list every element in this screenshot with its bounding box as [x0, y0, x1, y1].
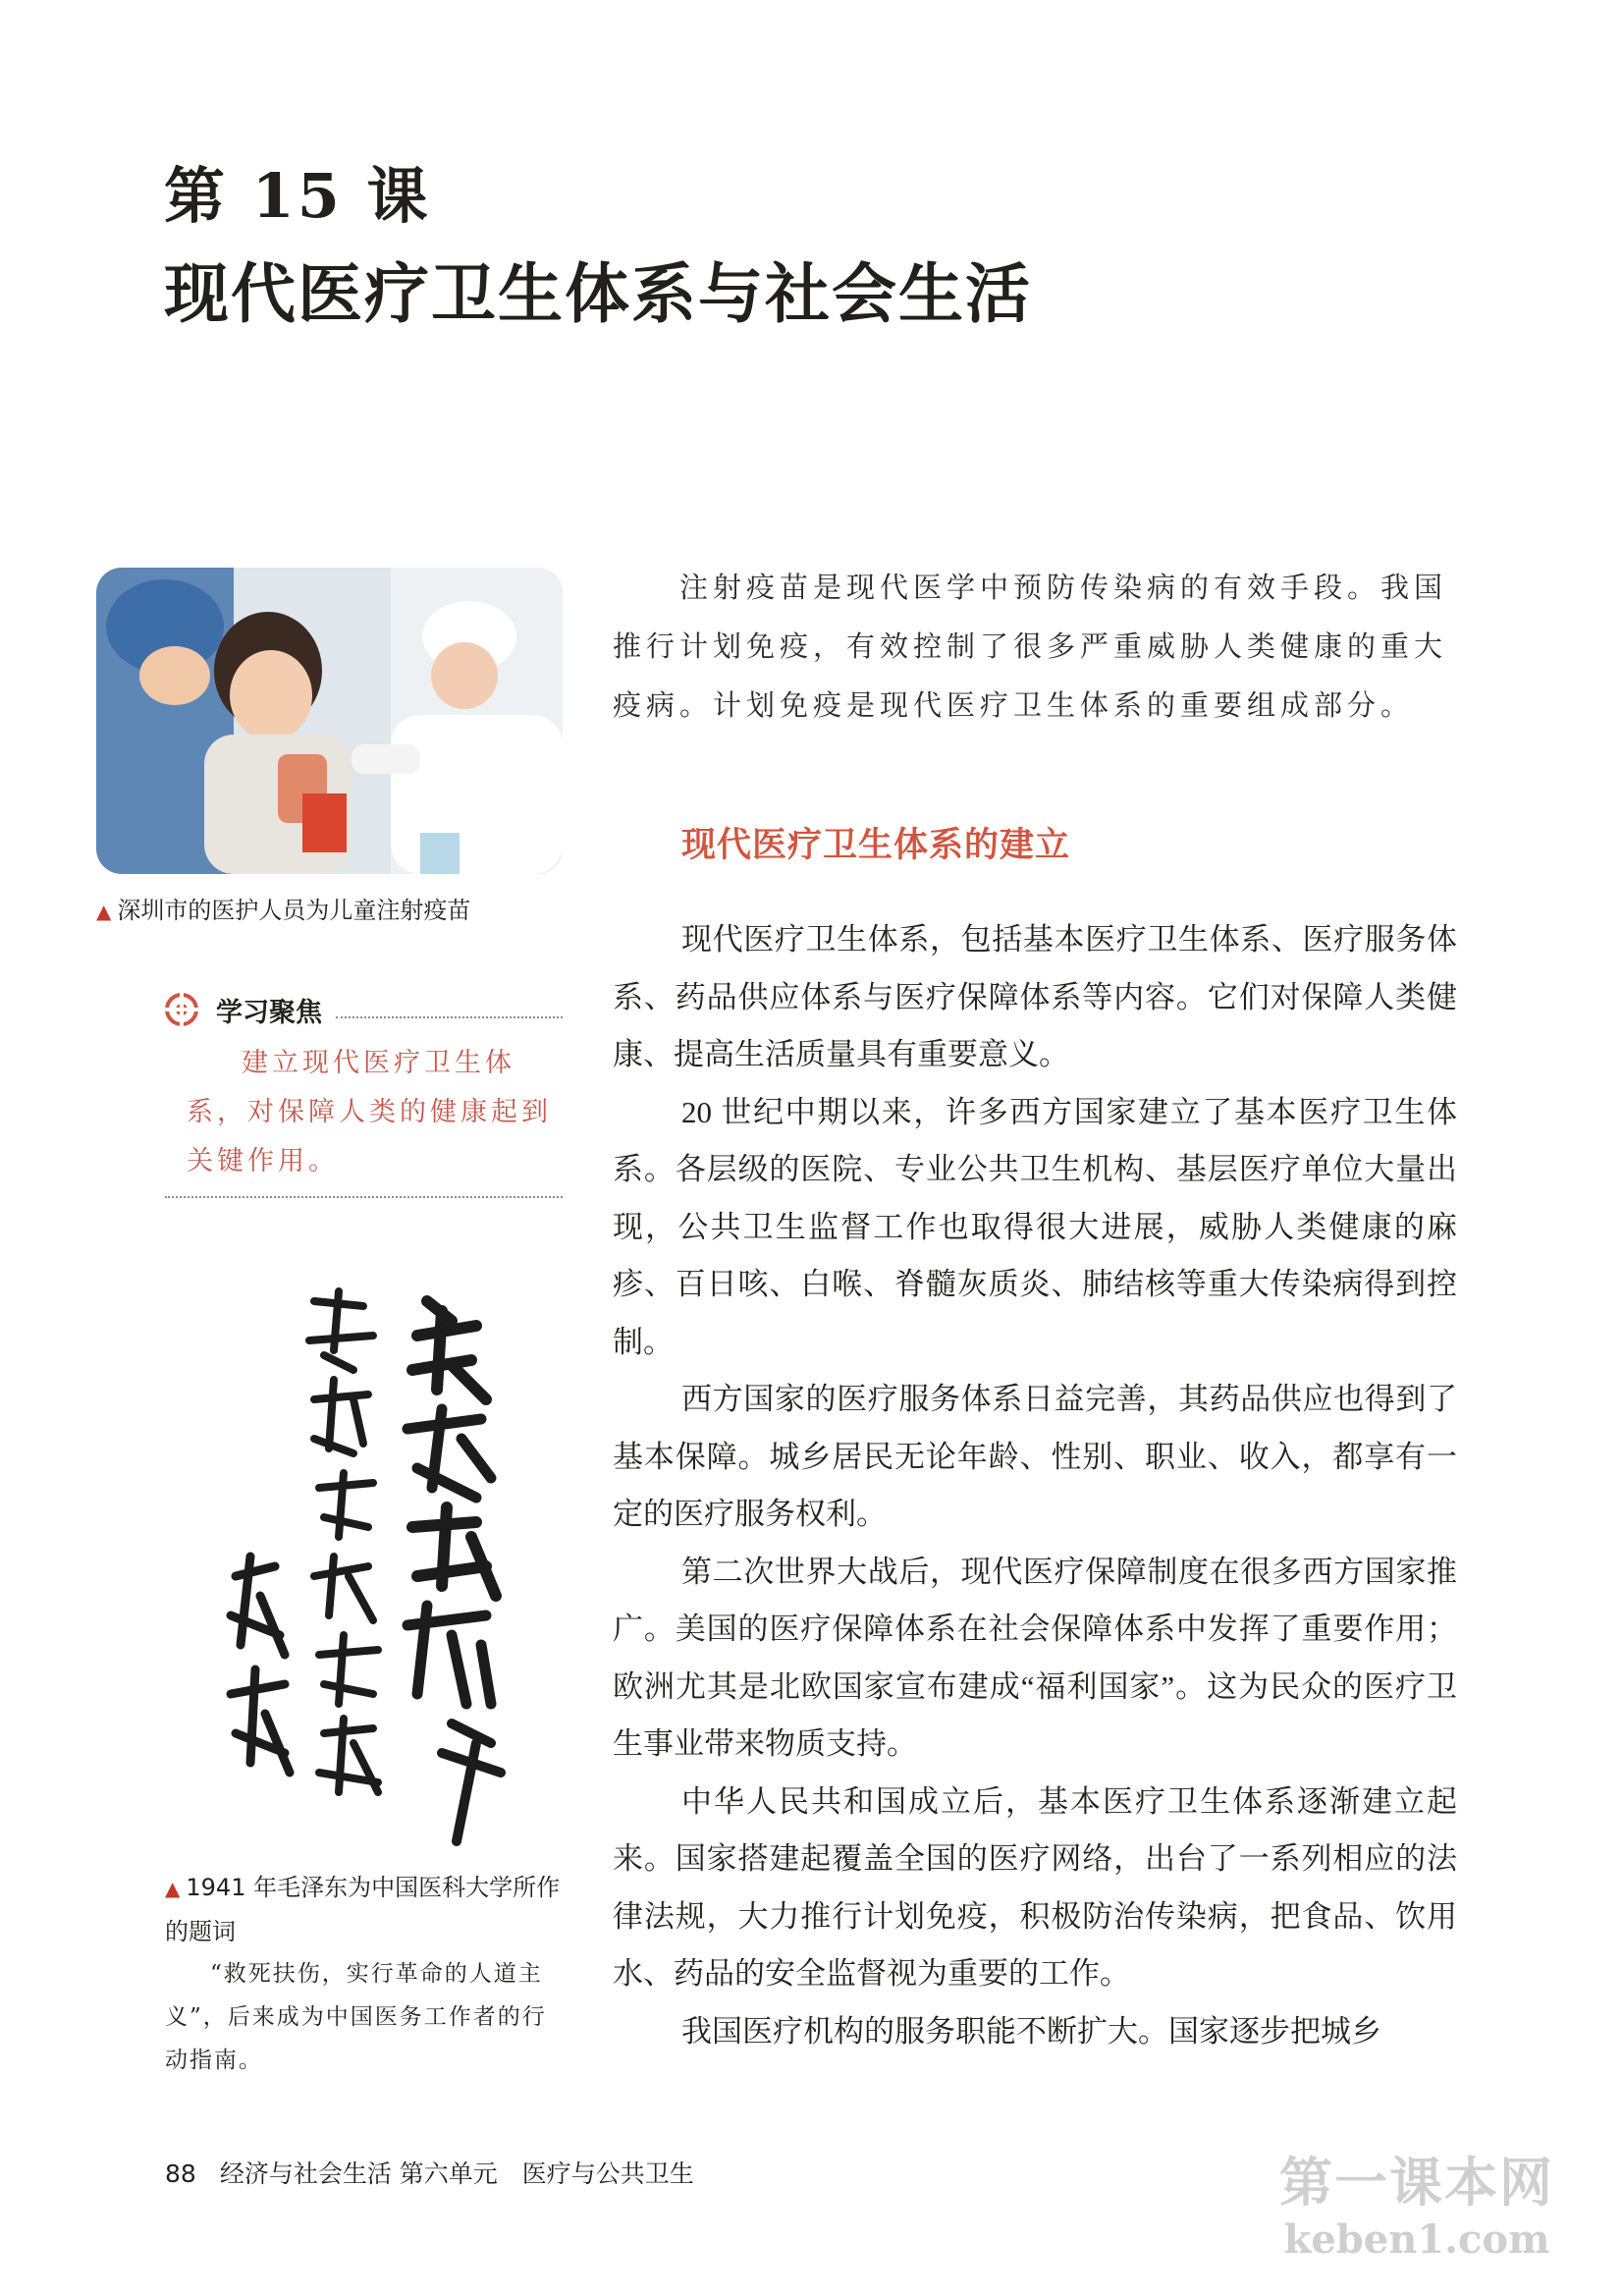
focus-text: 建立现代医疗卫生体系，对保障人类的健康起到关键作用。 [187, 1048, 552, 1176]
watermark [1279, 2141, 1554, 2263]
lesson-title: 现代医疗卫生体系与社会生活 [164, 256, 1032, 332]
running-title: 经济与社会生活 第六单元 医疗与公共卫生 [219, 2159, 694, 2188]
calligraphy-image [206, 1282, 520, 1861]
focus-divider [336, 1015, 563, 1018]
body-paragraph: 第二次世界大战后，现代医疗保障制度在很多西方国家推广。美国的医疗保障体系在社会保障体系中发挥了重要作用；欧洲尤其是北欧国家宣布建成“福利国家”。这为民众的医疗卫生事业带来物质支持。 [613, 1554, 1457, 1761]
focus-bottom-divider [165, 1196, 563, 1198]
body-paragraph: 西方国家的医疗服务体系日益完善，其药品供应也得到了基本保障。城乡居民无论年龄、性别、职业、收入，都享有一定的医疗服务权利。 [613, 1382, 1457, 1531]
watermark-line-1: 第一课本网 [1279, 2152, 1554, 2214]
focus-target-icon [165, 993, 198, 1026]
body-paragraph: 20 世纪中期以来，许多西方国家建立了基本医疗卫生体系。各层级的医院、专业公共卫生机构、基层医疗单位大量出现，公共卫生监督工作也取得很大进展，威胁人类健康的麻疹、百日咳、白喉、脊髓灰质炎、肺结核等重大传染病得到控制。 [613, 1094, 1457, 1359]
calligraphy-caption [165, 1866, 563, 1953]
lesson-number: 第 15 课 [164, 160, 431, 232]
body-paragraph: 我国医疗机构的服务职能不断扩大。国家逐步把城乡 [681, 2013, 1381, 2049]
body-paragraph: 现代医疗卫生体系，包括基本医疗卫生体系、医疗服务体系、药品供应体系与医疗保障体系等内容。它们对保障人类健康、提高生活质量具有重要意义。 [613, 922, 1457, 1071]
section-body [613, 911, 1457, 2060]
watermark-line-2: keben1.com [1283, 2216, 1550, 2263]
caption-triangle-icon: ▲ [96, 900, 112, 923]
page-number: 88 [165, 2159, 196, 2188]
calligraphy-caption-text: 1941 年毛泽东为中国医科大学所作的题词 [165, 1874, 561, 1945]
section-heading: 现代医疗卫生体系的建立 [681, 826, 1071, 865]
page-footer [165, 2155, 694, 2190]
vaccination-photo [96, 568, 563, 874]
photo-caption [96, 892, 470, 930]
body-paragraph: 中华人民共和国成立后，基本医疗卫生体系逐渐建立起来。国家搭建起覆盖全国的医疗网络，出台了一系列相应的法律法规，大力推行计划免疫，积极防治传染病，把食品、饮用水、药品的安全监督视为重要的工作。 [613, 1783, 1457, 1991]
focus-label: 学习聚焦 [216, 997, 322, 1028]
intro-paragraph: 注射疫苗是现代医学中预防传染病的有效手段。我国推行计划免疫，有效控制了很多严重威胁人类健康的重大疫病。计划免疫是现代医疗卫生体系的重要组成部分。 [613, 571, 1448, 722]
focus-header [165, 988, 563, 1031]
caption-triangle-icon: ▲ [165, 1877, 181, 1900]
photo-caption-text: 深圳市的医护人员为儿童注射疫苗 [117, 897, 471, 924]
calligraphy-note: “救死扶伤，实行革命的人道主义”，后来成为中国医务工作者的行动指南。 [165, 1961, 547, 2073]
